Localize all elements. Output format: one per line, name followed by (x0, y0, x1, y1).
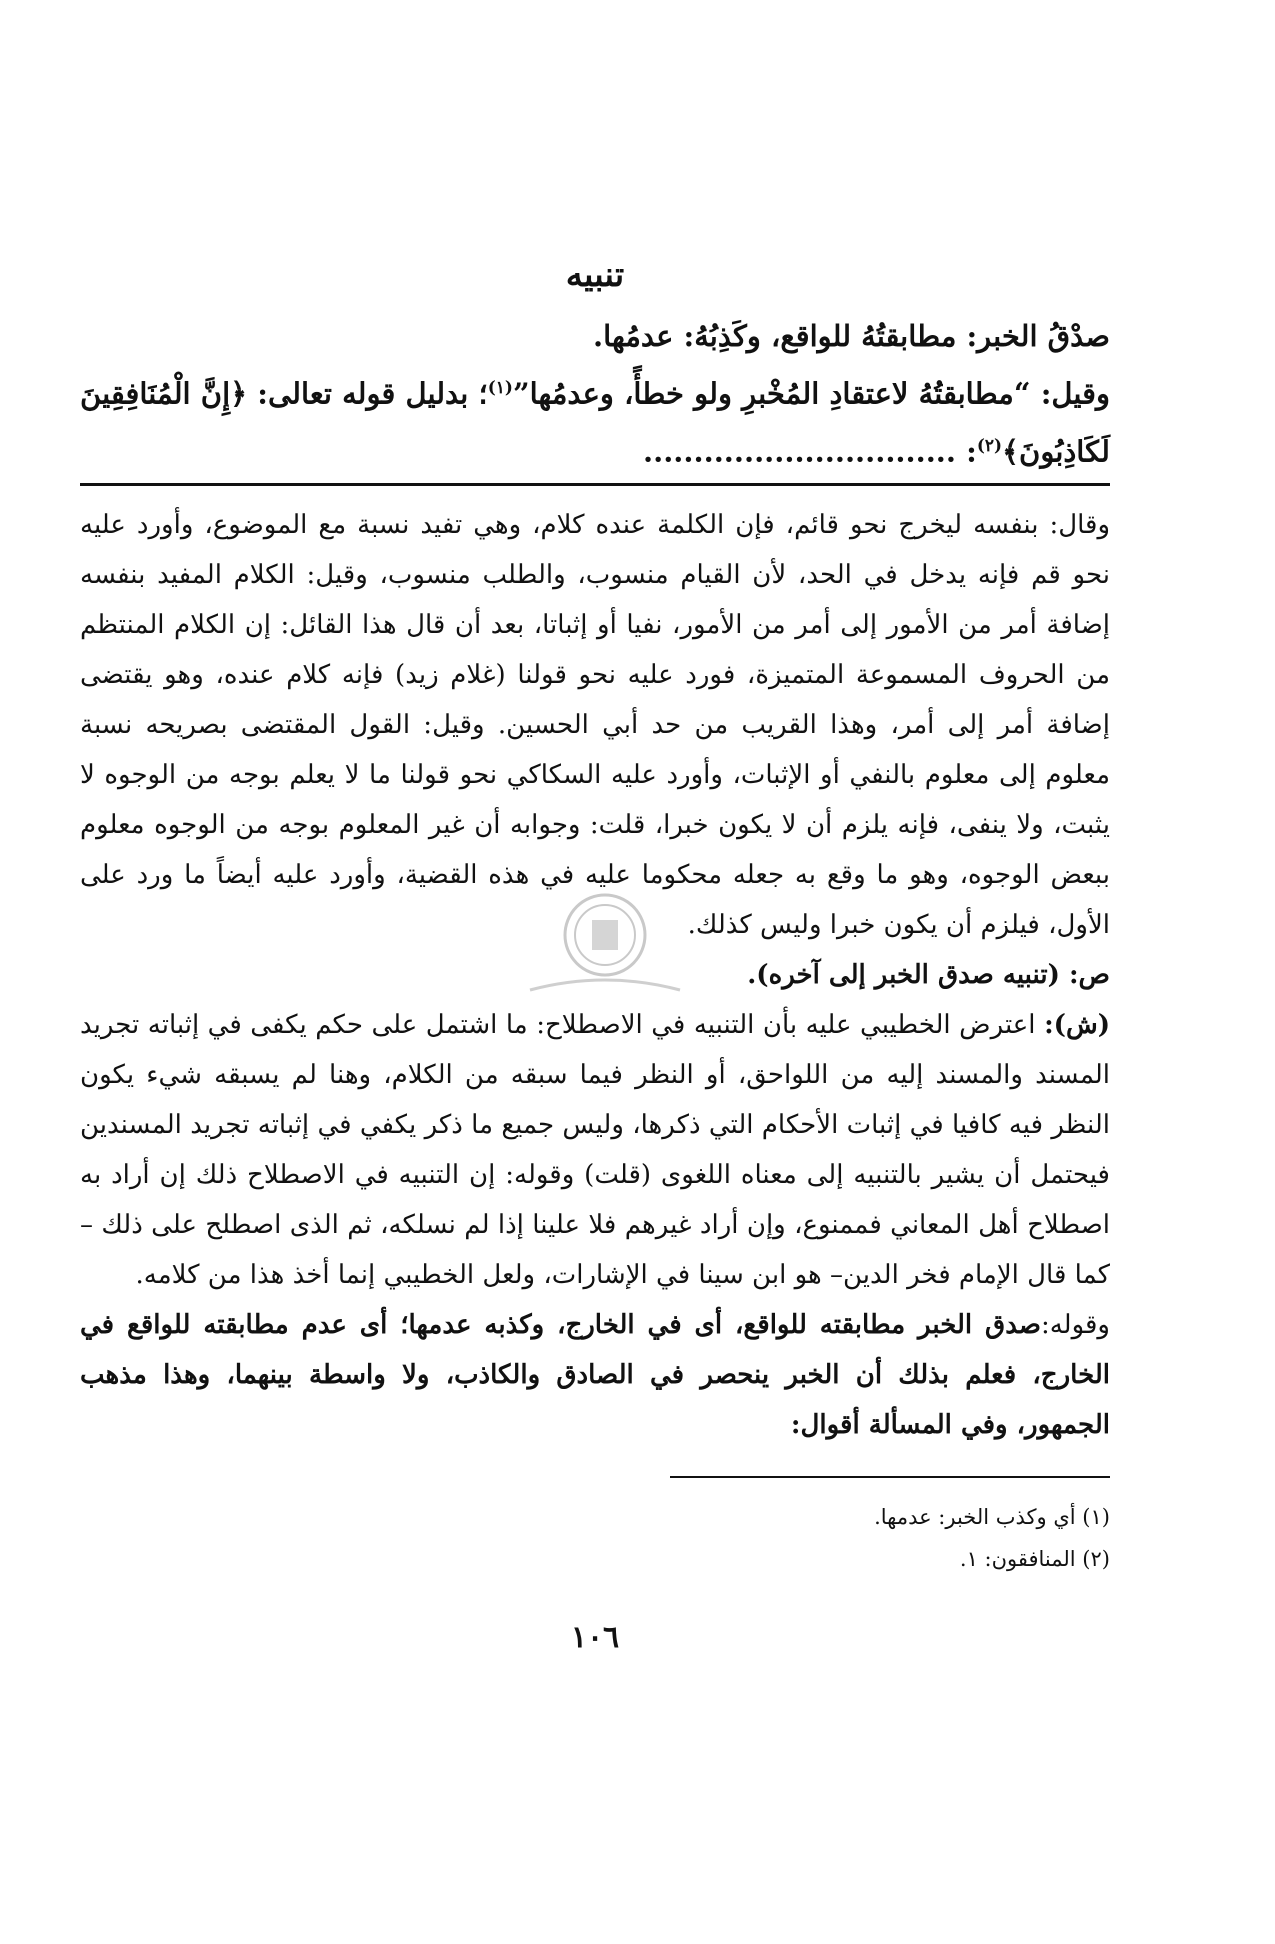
footnote-ref-2: (٢) (976, 435, 1003, 456)
commentary-paragraph: وقال: بنفسه ليخرج نحو قائم، فإن الكلمة عنده كلام، وهي تفيد نسبة مع الموضوع، وأورد عليه نحو قم فإنه يدخل في الحد، لأن القيام منسوب، والطلب منسوب، وقيل: الكلام المفيد بنفسه إضافة أمر من الأمور إلى أمر من الأمور، نفيا أو إثباتا، بعد أن قال هذا القائل: إن الكلام المنتظم من الحروف المسموعة المتميزة، فورد عليه نحو قولنا (غلام زيد) فإنه كلام عنده، وهو يقتضى إضافة أمر إلى أمر، وهذا القريب من حد أبي الحسين. وقيل: القول المقتضى بصريحه نسبة معلوم إلى معلوم بالنفي أو الإثبات، وأورد عليه السكاكي نحو قولنا ما لا يعلم بوجه من الوجوه لا يثبت، ولا ينفى، فإنه يلزم أن لا يكون خبرا، قلت: وجوابه أن غير المعلوم بوجه من الوجوه معلوم ببعض الوجوه، وهو ما وقع به جعله محكوما عليه في هذه القضية، وأورد عليه أيضاً ما ورد على الأول، فيلزم أن يكون خبرا وليس كذلك. (80, 510, 1111, 941)
matn-line-1: صدْقُ الخبر: مطابقتُهُ للواقع، وكَذِبُهُ: عدمُها. (593, 319, 1110, 353)
shin-label: (ش): (1044, 1010, 1111, 1041)
footnotes (80, 1496, 1110, 1580)
last-paragraph (80, 1300, 1110, 1450)
last-text: صدق الخبر مطابقته للواقع، أى في الخارج، وكذبه عدمها؛ أى عدم مطابقته للواقع في الخارج، فعلم بذلك أن الخبر ينحصر في الصادق والكاذب، ولا واسطة بينهما، وهذا مذهب الجمهور، وفي المسألة أقوال: (80, 1310, 1110, 1441)
matn-divider (80, 483, 1110, 486)
footnote-1: (١) أي وكذب الخبر: عدمها. (874, 1505, 1110, 1530)
last-label: وقوله: (1040, 1310, 1110, 1341)
sad-line: ص: (تنبيه صدق الخبر إلى آخره). (747, 960, 1110, 991)
matn-line-2-text: وقيل: “مطابقتُهُ لاعتقادِ المُخْبرِ ولو خطأً، وعدمُها” (512, 376, 1110, 411)
matn-line-2 (80, 362, 1110, 477)
shin-text: اعترض الخطيبي عليه بأن التنبيه في الاصطلاح: ما اشتمل على حكم يكفى في إثباته تجريد المسند والمسند إليه من اللواحق، أو النظر فيما سبقه من الكلام، وهنا لم يسبقه شيء يكون النظر فيه كافيا في إثبات الأحكام التي ذكرها، وليس جميع ما ذكر يكفي في إثباته تجريد المسندين فيحتمل أن يشير بالتنبيه إلى معناه اللغوى (قلت) وقوله: إن التنبيه في الاصطلاح ذلك إن أراد به اصطلاح أهل المعاني فممنوع، وإن أراد غيرهم فلا علينا إذا لم نسلكه، ثم الذى اصطلح على ذلك –كما قال الإمام فخر الدين– هو ابن سينا في الإشارات، ولعل الخطيبي إنما أخذ هذا من كلامه. (80, 1010, 1110, 1291)
page-number: ١٠٦ (570, 1620, 620, 1656)
matn-line-2c-text: : ............................... (643, 434, 977, 469)
footnote-2: (٢) المنافقون: ١. (959, 1547, 1110, 1572)
shin-paragraph (80, 1000, 1110, 1300)
footnote-ref-1: (١) (487, 378, 513, 398)
matn-line-2b-text: ؛ بدليل قوله تعالى: ﴿إِنَّ الْمُنَافِقِينَ لَكَاذِبُونَ﴾ (80, 376, 1110, 469)
footnote-divider (670, 1476, 1110, 1478)
library-stamp-watermark (520, 880, 690, 1010)
matn-text (80, 310, 1110, 477)
page-heading: تنبيه (565, 255, 625, 295)
